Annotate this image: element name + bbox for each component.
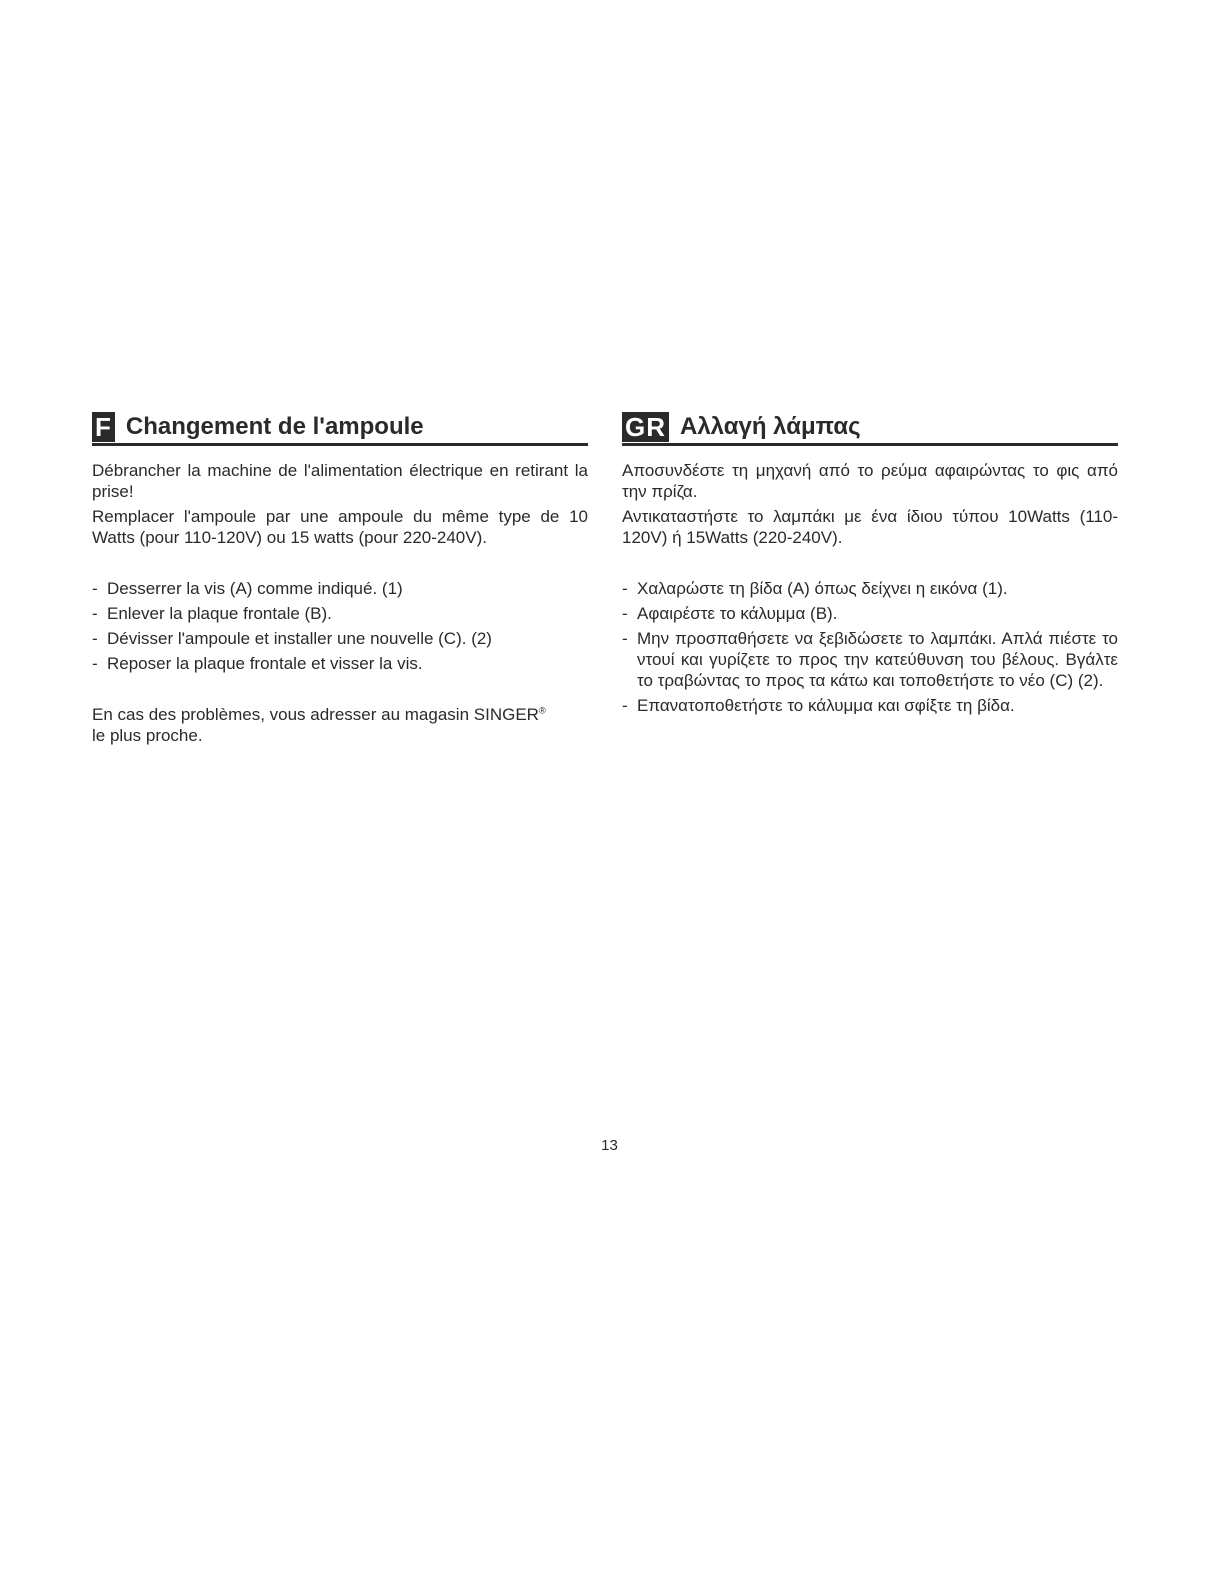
french-step: - Reposer la plaque frontale et visser la vis. <box>92 653 588 674</box>
greek-intro <box>622 460 1118 548</box>
greek-step: - Μην προσπαθήσετε να ξεβιδώσετε το λαμπάκι. Απλά πιέστε το ντουί και γυρίζετε το προς την κατεύθυνση του βέλους. Βγάλτε το τραβώντας το προς τα κάτω και τοποθετήστε το νέο (C) (2). <box>622 628 1118 691</box>
french-title: Changement de l'ampoule <box>125 412 424 440</box>
greek-steps-list <box>622 578 1118 716</box>
french-note-text-after: le plus proche. <box>92 726 203 745</box>
french-heading <box>92 410 588 446</box>
page-number: 13 <box>601 1137 618 1154</box>
french-intro <box>92 460 588 548</box>
french-section <box>92 410 588 746</box>
french-intro-paragraph: Remplacer l'ampoule par une ampoule du même type de 10 Watts (pour 110-120V) ou 15 watts (pour 220-240V). <box>92 507 588 547</box>
language-badge-f: F <box>92 412 115 442</box>
french-step: - Dévisser l'ampoule et installer une nouvelle (C). (2) <box>92 628 588 649</box>
french-intro-paragraph: Débrancher la machine de l'alimentation électrique en retirant la prise! <box>92 461 588 501</box>
greek-intro-paragraph: Αποσυνδέστε τη μηχανή από το ρεύμα αφαιρώντας το φις από την πρίζα. <box>622 461 1118 501</box>
french-steps-list <box>92 578 588 674</box>
language-badge-gr: GR <box>622 412 669 442</box>
french-step: - Enlever la plaque frontale (B). <box>92 603 588 624</box>
greek-step: - Χαλαρώστε τη βίδα (A) όπως δείχνει η εικόνα (1). <box>622 578 1118 599</box>
greek-intro-paragraph: Αντικαταστήστε το λαμπάκι με ένα ίδιου τύπου 10Watts (110-120V) ή 15Watts (220-240V). <box>622 507 1118 547</box>
greek-title: Αλλαγή λάμπας <box>680 412 861 440</box>
greek-section <box>622 410 1118 720</box>
french-note-text: En cas des problèmes, vous adresser au magasin SINGER <box>92 705 539 724</box>
french-step: - Desserrer la vis (A) comme indiqué. (1) <box>92 578 588 599</box>
greek-step: - Αφαιρέστε το κάλυμμα (B). <box>622 603 1118 624</box>
greek-heading <box>622 410 1118 446</box>
french-contact-note <box>92 704 588 746</box>
greek-step: - Επανατοποθετήστε το κάλυμμα και σφίξτε τη βίδα. <box>622 695 1118 716</box>
registered-mark: ® <box>538 705 546 716</box>
